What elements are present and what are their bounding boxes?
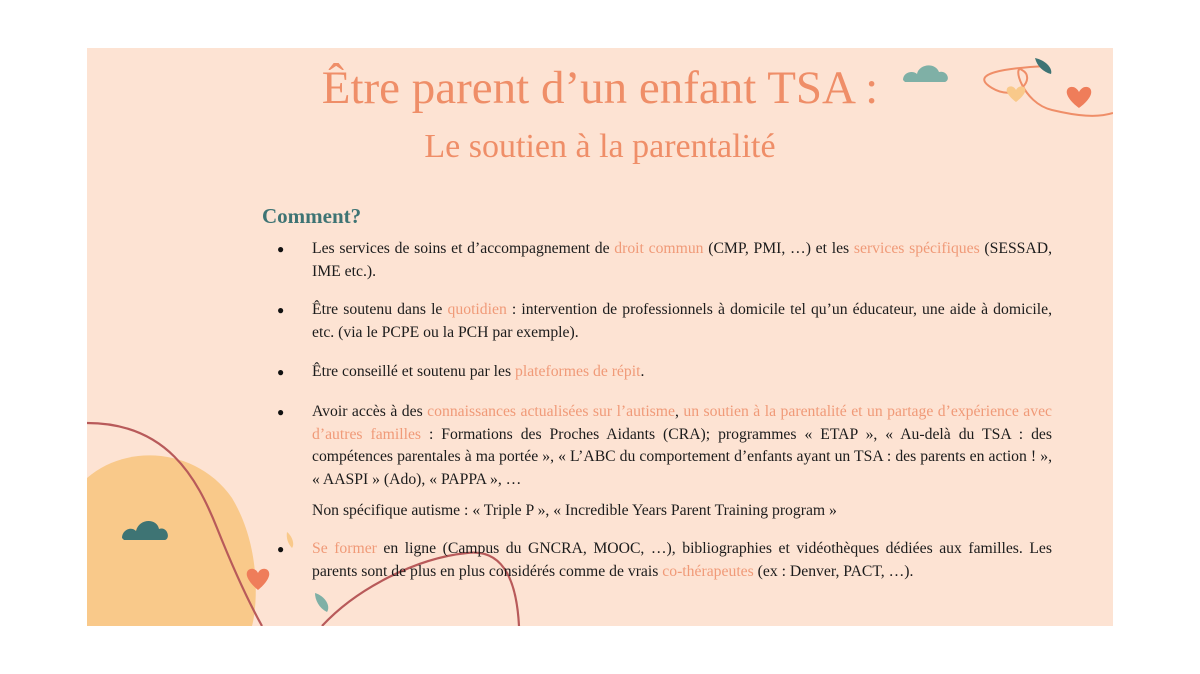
item-text: Les services de soins et d’accompagnement de <box>312 240 615 257</box>
non-specific-note: Non spécifique autisme : « Triple P », « Incredible Years Parent Training program » <box>312 502 837 519</box>
bullet-icon: ● <box>277 242 285 256</box>
item-text: Être conseillé et soutenu par les <box>312 363 515 380</box>
item-text: , <box>674 403 684 420</box>
highlighted-text: droit commun <box>614 240 704 257</box>
item-text: (ex : Denver, PACT, …). <box>753 562 914 580</box>
list-item-3 <box>312 361 1052 384</box>
item-text: : intervention de professionnels à domicile tel qu’un éducateur, une aide à domicile, etc. (via le PCPE ou la PCH par exemple). <box>312 301 1052 341</box>
item-text: . <box>640 363 645 380</box>
list-item-4 <box>312 401 1052 491</box>
item-text: : Formations des Proches Aidants (CRA); programmes « ETAP », « Au-delà du TSA : des compétences parentales à ma portée », « L’ABC du comportement d’enfants ayant un TSA : des parents en action ! », « AASPI » (Ado), « PAPPA », … <box>312 425 1052 488</box>
leaf-icon-bottom-teal <box>315 593 328 612</box>
blob-shape-bottom-left <box>87 455 256 626</box>
list-item-1 <box>312 238 1052 283</box>
page-title: Être parent d’un enfant TSA : <box>321 62 879 114</box>
item-text: (CMP, PMI, …) et les <box>703 240 854 257</box>
list-item-5 <box>312 538 1052 583</box>
highlighted-text: co-thérapeutes <box>662 562 754 580</box>
item-text: en ligne (Campus du GNCRA, MOOC, …), bibliographies et vidéothèques dédiées aux familles. Les parents sont de plus en plus considérés comme de vrais <box>312 540 1052 580</box>
highlighted-text: un soutien à la parentalité et un partage d’expérience avec d’autres familles <box>312 403 1053 443</box>
bullet-icon: ● <box>277 405 285 419</box>
page-subtitle: Le soutien à la parentalité <box>424 128 776 165</box>
highlighted-text: Se former <box>312 540 377 557</box>
bullet-icon: ● <box>277 365 285 379</box>
bullet-icon: ● <box>277 303 285 317</box>
item-text: Être soutenu dans le <box>312 301 448 318</box>
highlighted-text: quotidien <box>447 301 507 318</box>
section-heading: Comment? <box>262 204 362 228</box>
bullet-icon: ● <box>277 542 285 556</box>
highlighted-text: connaissances actualisées sur l’autisme <box>427 403 675 420</box>
item-text: Avoir accès à des <box>312 403 428 420</box>
highlighted-text: plateformes de répit <box>515 363 641 380</box>
list-item-2 <box>312 299 1052 344</box>
leaf-icon-bottom <box>287 532 293 548</box>
highlighted-text: services spécifiques <box>853 240 980 257</box>
item-text: (SESSAD, IME etc.). <box>312 240 1052 280</box>
